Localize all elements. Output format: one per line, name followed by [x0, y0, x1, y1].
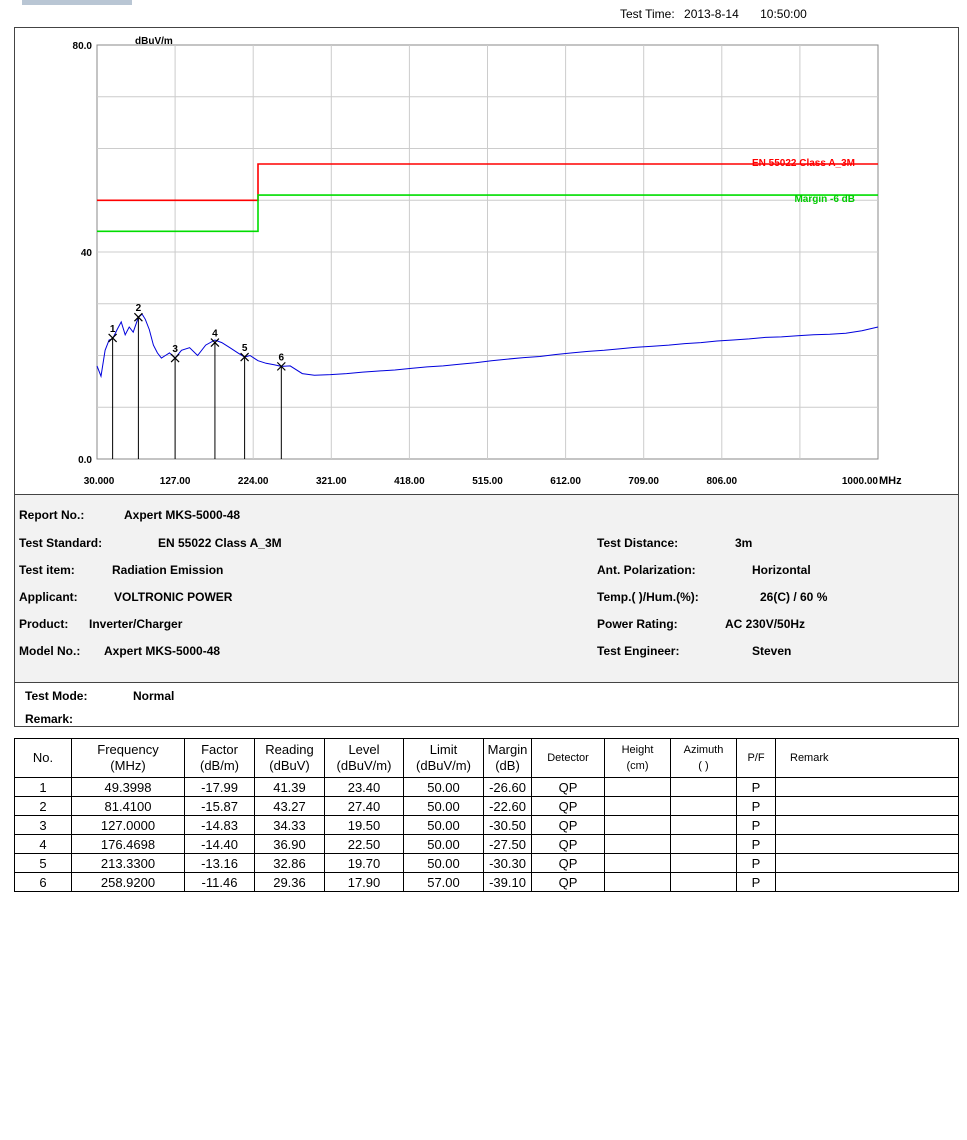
cell-pf: P	[737, 816, 776, 835]
cell-level: 19.50	[325, 816, 404, 835]
cell-limit: 50.00	[404, 835, 484, 854]
cell-pf: P	[737, 778, 776, 797]
chart-area	[15, 28, 958, 494]
cell-freq: 258.9200	[72, 873, 185, 892]
cell-pf: P	[737, 873, 776, 892]
cell-detector: QP	[532, 816, 605, 835]
cell-reading: 41.39	[255, 778, 325, 797]
logo-fragment	[22, 0, 132, 5]
cell-factor: -14.83	[185, 816, 255, 835]
cell-no: 2	[15, 797, 72, 816]
cell-remark	[776, 835, 959, 854]
x-tick-label: 612.00	[550, 476, 581, 487]
test-time	[620, 7, 807, 21]
margin-line-label: Margin -6 dB	[794, 194, 855, 205]
x-tick-label: 806.00	[706, 476, 738, 487]
test-info-panel	[15, 494, 958, 683]
test-mode-label: Test Mode:	[25, 689, 88, 703]
table-row	[15, 797, 959, 816]
cell-azimuth	[671, 797, 737, 816]
test-standard-value: EN 55022 Class A_3M	[158, 536, 282, 550]
test-item-label: Test item:	[19, 563, 75, 577]
cell-limit: 50.00	[404, 854, 484, 873]
test-standard-label: Test Standard:	[19, 536, 103, 550]
polarization-value: Horizontal	[752, 563, 811, 577]
cell-remark	[776, 778, 959, 797]
y-tick-labels	[73, 41, 93, 466]
cell-remark	[776, 873, 959, 892]
cell-no: 3	[15, 816, 72, 835]
report-no-value: Axpert MKS-5000-48	[124, 508, 241, 522]
product-label: Product:	[19, 617, 69, 631]
col-reading: Reading (dBuV)	[255, 739, 325, 778]
col-remark: Remark	[776, 739, 959, 778]
cell-no: 4	[15, 835, 72, 854]
cell-detector: QP	[532, 778, 605, 797]
cell-limit: 57.00	[404, 873, 484, 892]
limit-line-label: EN 55022 Class A_3M	[751, 158, 855, 169]
cell-pf: P	[737, 797, 776, 816]
cell-height	[605, 835, 671, 854]
cell-remark	[776, 797, 959, 816]
marker-label: 3	[172, 344, 178, 356]
cell-freq: 49.3998	[72, 778, 185, 797]
temp-hum-value: 26(C) / 60 %	[760, 590, 828, 604]
cell-remark	[776, 854, 959, 873]
cell-reading: 34.33	[255, 816, 325, 835]
power-rating-label: Power Rating:	[597, 617, 678, 631]
results-table	[14, 738, 959, 892]
cell-no: 6	[15, 873, 72, 892]
y-unit-label: dBuV/m	[135, 36, 173, 47]
x-tick-label: 321.00	[316, 476, 347, 487]
cell-freq: 213.3300	[72, 854, 185, 873]
applicant-label: Applicant:	[19, 590, 78, 604]
table-row	[15, 835, 959, 854]
cell-azimuth	[671, 778, 737, 797]
power-rating-value: AC 230V/50Hz	[725, 617, 806, 631]
y-tick-label: 80.0	[72, 41, 92, 52]
cell-factor: -14.40	[185, 835, 255, 854]
cell-level: 22.50	[325, 835, 404, 854]
x-tick-label: 515.00	[472, 476, 503, 487]
model-no-value: Axpert MKS-5000-48	[104, 644, 221, 658]
marker-label: 6	[278, 352, 285, 364]
cell-limit: 50.00	[404, 797, 484, 816]
cell-factor: -17.99	[185, 778, 255, 797]
cell-azimuth	[671, 835, 737, 854]
cell-margin: -30.30	[484, 854, 532, 873]
table-row	[15, 873, 959, 892]
marker-label: 2	[135, 303, 142, 315]
cell-no: 5	[15, 854, 72, 873]
cell-level: 23.40	[325, 778, 404, 797]
cell-margin: -30.50	[484, 816, 532, 835]
cell-level: 17.90	[325, 873, 404, 892]
cell-limit: 50.00	[404, 816, 484, 835]
test-item-value: Radiation Emission	[112, 563, 224, 577]
col-limit: Limit (dBuV/m)	[404, 739, 484, 778]
col-azimuth: Azimuth ( )	[671, 739, 737, 778]
col-level: Level (dBuV/m)	[325, 739, 404, 778]
test-distance-value: 3m	[735, 536, 753, 550]
cell-level: 19.70	[325, 854, 404, 873]
x-tick-label: 1000.00	[841, 476, 878, 487]
cell-margin: -39.10	[484, 873, 532, 892]
test-engineer-label: Test Engineer:	[597, 644, 680, 658]
cell-pf: P	[737, 835, 776, 854]
table-header-row	[15, 739, 959, 778]
marker-label: 1	[109, 323, 116, 335]
cell-factor: -11.46	[185, 873, 255, 892]
col-margin: Margin (dB)	[484, 739, 532, 778]
cell-level: 27.40	[325, 797, 404, 816]
cell-reading: 32.86	[255, 854, 325, 873]
test-mode-value: Normal	[133, 689, 175, 703]
temp-hum-label: Temp.( )/Hum.(%):	[597, 590, 699, 604]
test-distance-label: Test Distance:	[597, 536, 679, 550]
cell-azimuth	[671, 816, 737, 835]
cell-freq: 81.4100	[72, 797, 185, 816]
cell-reading: 36.90	[255, 835, 325, 854]
table-row	[15, 816, 959, 835]
x-tick-label: 30.000	[83, 476, 115, 487]
marker-label: 5	[241, 343, 248, 355]
x-tick-label: 224.00	[237, 476, 269, 487]
test-engineer-value: Steven	[752, 644, 792, 658]
cell-height	[605, 854, 671, 873]
x-tick-label: 418.00	[394, 476, 425, 487]
product-value: Inverter/Charger	[89, 617, 183, 631]
remark-label: Remark:	[25, 712, 74, 726]
table-row	[15, 778, 959, 797]
cell-azimuth	[671, 873, 737, 892]
test-time-label: Test Time:	[620, 7, 675, 21]
cell-freq: 176.4698	[72, 835, 185, 854]
col-detector: Detector	[532, 739, 605, 778]
report-no-label: Report No.:	[19, 508, 85, 522]
cell-limit: 50.00	[404, 778, 484, 797]
polarization-label: Ant. Polarization:	[597, 563, 696, 577]
cell-height	[605, 816, 671, 835]
cell-detector: QP	[532, 797, 605, 816]
x-unit-label: MHz	[879, 475, 902, 487]
test-clock: 10:50:00	[760, 7, 807, 21]
cell-factor: -13.16	[185, 854, 255, 873]
cell-reading: 43.27	[255, 797, 325, 816]
cell-margin: -22.60	[484, 797, 532, 816]
cell-margin: -27.50	[484, 835, 532, 854]
test-date: 2013-8-14	[684, 7, 739, 21]
applicant-value: VOLTRONIC POWER	[114, 590, 233, 604]
marker-label: 4	[212, 328, 218, 340]
y-tick-label: 0.0	[78, 455, 92, 466]
cell-freq: 127.0000	[72, 816, 185, 835]
table-row	[15, 854, 959, 873]
col-pf: P/F	[737, 739, 776, 778]
cell-remark	[776, 816, 959, 835]
cell-reading: 29.36	[255, 873, 325, 892]
col-height: Height (cm)	[605, 739, 671, 778]
col-factor: Factor (dB/m)	[185, 739, 255, 778]
model-no-label: Model No.:	[19, 644, 81, 658]
cell-height	[605, 873, 671, 892]
report-frame	[14, 27, 959, 727]
cell-height	[605, 778, 671, 797]
cell-detector: QP	[532, 873, 605, 892]
cell-detector: QP	[532, 835, 605, 854]
cell-height	[605, 797, 671, 816]
table-body	[15, 778, 959, 892]
x-tick-labels	[84, 476, 879, 487]
y-tick-label: 40	[80, 248, 92, 259]
cell-azimuth	[671, 854, 737, 873]
x-tick-label: 127.00	[159, 476, 191, 487]
col-frequency: Frequency (MHz)	[72, 739, 185, 778]
cell-pf: P	[737, 854, 776, 873]
col-no: No.	[15, 739, 72, 778]
x-tick-label: 709.00	[628, 476, 659, 487]
emission-chart	[15, 28, 958, 494]
cell-detector: QP	[532, 854, 605, 873]
cell-margin: -26.60	[484, 778, 532, 797]
test-mode-panel	[15, 682, 958, 727]
cell-no: 1	[15, 778, 72, 797]
cell-factor: -15.87	[185, 797, 255, 816]
